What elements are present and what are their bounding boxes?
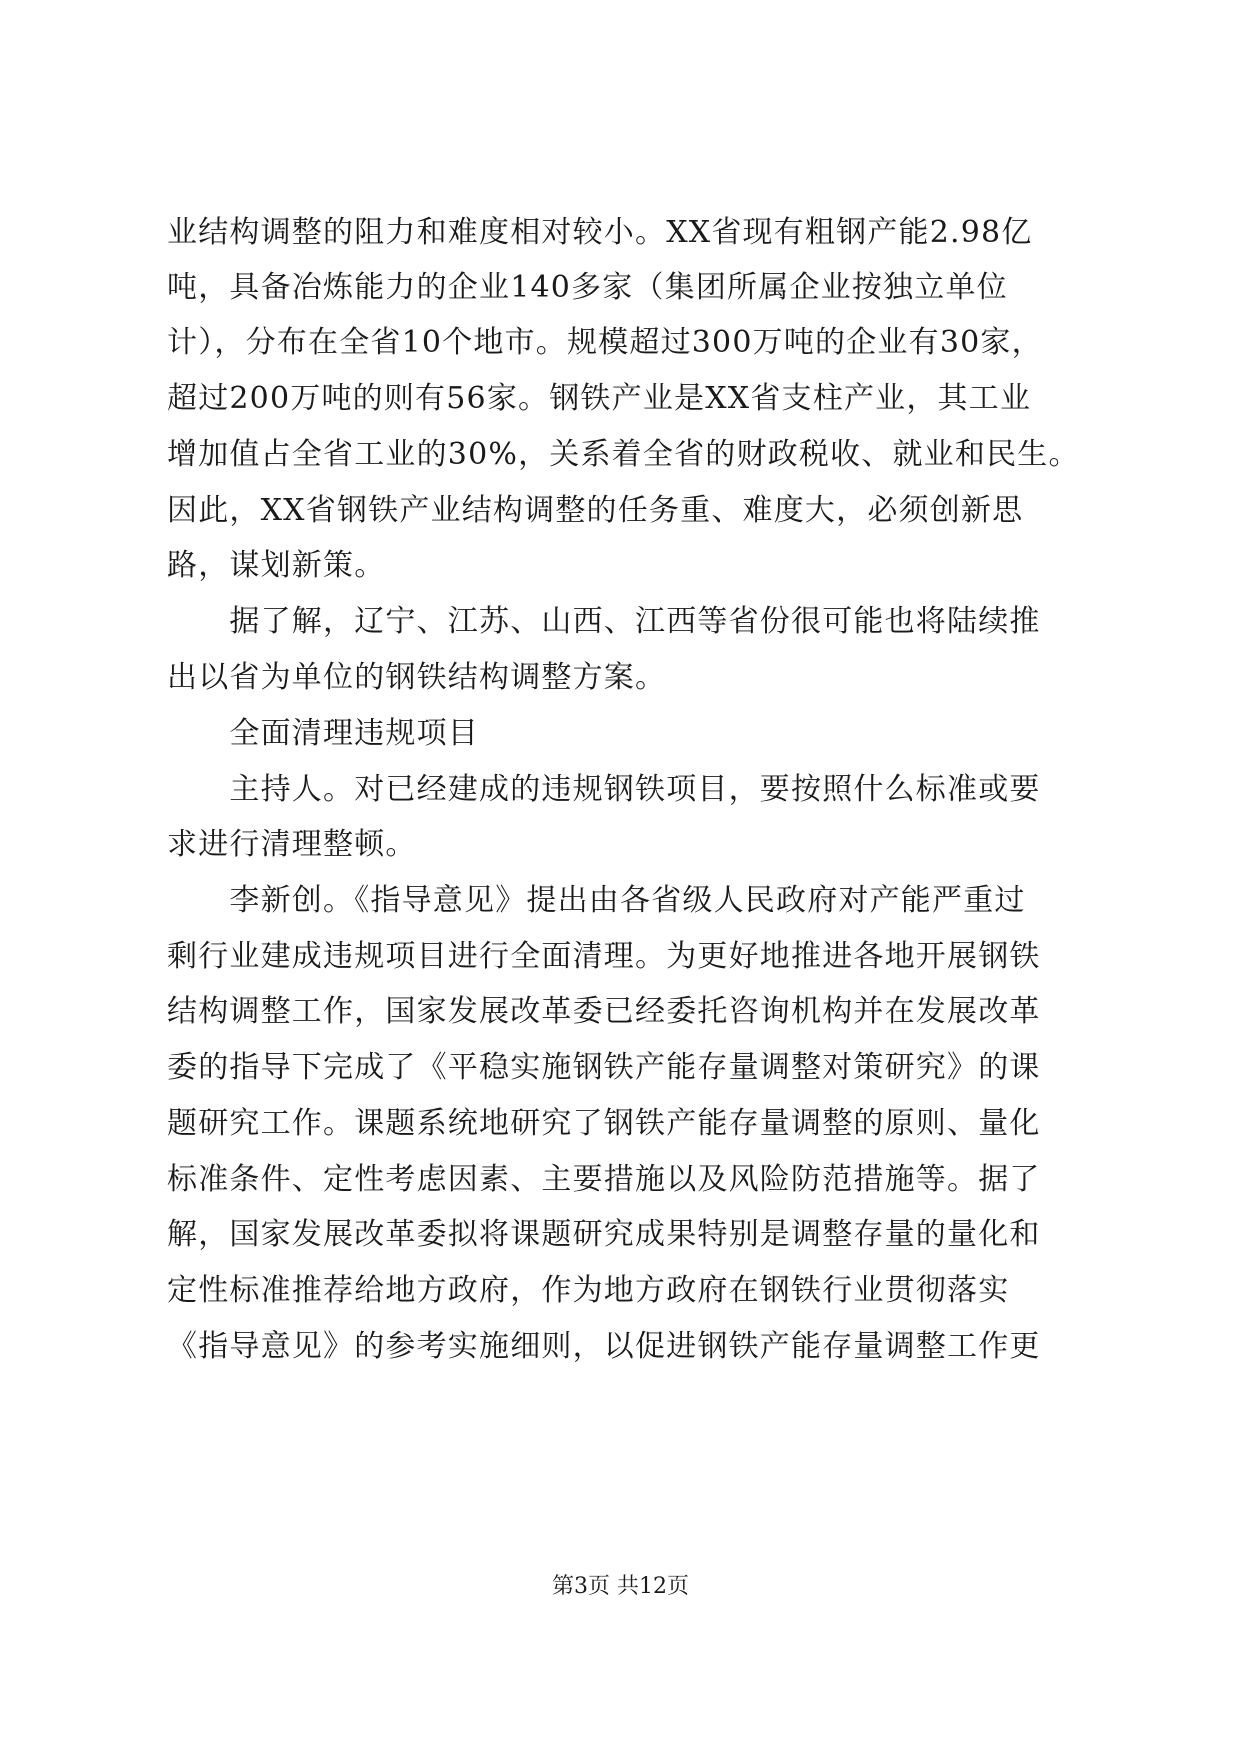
body-text-line: 定性标准推荐给地方政府，作为地方政府在钢铁行业贯彻落实	[167, 1273, 1010, 1308]
body-text-line: 《指导意见》的参考实施细则，以促进钢铁产能存量调整工作更	[167, 1329, 1041, 1364]
body-text-line: 增加值占全省工业的30%，关系着全省的财政税收、就业和民生。	[167, 437, 1080, 472]
body-text-line: 计），分布在全省10个地市。规模超过300万吨的企业有30家，	[167, 325, 1043, 360]
body-text-line: 求进行清理整顿。	[167, 827, 417, 862]
section-heading: 全面清理违规项目	[167, 716, 479, 751]
body-text-line: 标准条件、定性考虑因素、主要措施以及风险防范措施等。据了	[167, 1162, 1041, 1197]
body-text-line: 超过200万吨的则有56家。钢铁产业是XX省支柱产业，其工业	[167, 381, 1032, 416]
body-text-line: 主持人。对已经建成的违规钢铁项目，要按照什么标准或要	[167, 772, 1041, 807]
body-text-line: 吨，具备冶炼能力的企业140多家（集团所属企业按独立单位	[167, 270, 1008, 305]
body-text-line: 剩行业建成违规项目进行全面清理。为更好地推进各地开展钢铁	[167, 939, 1041, 974]
body-text-line: 因此，XX省钢铁产业结构调整的任务重、难度大，必须创新思	[167, 493, 1024, 528]
page-number-footer: 第3页 共12页	[552, 1574, 689, 1599]
body-text-line: 李新创。《指导意见》提出由各省级人民政府对产能严重过	[167, 883, 1026, 918]
body-text-line: 业结构调整的阻力和难度相对较小。XX省现有粗钢产能2.98亿	[167, 215, 1033, 250]
body-text-line: 路，谋划新策。	[167, 548, 386, 583]
body-text-line: 解，国家发展改革委拟将课题研究成果特别是调整存量的量化和	[167, 1217, 1041, 1252]
body-text-line: 委的指导下完成了《平稳实施钢铁产能存量调整对策研究》的课	[167, 1050, 1041, 1085]
body-text-line: 出以省为单位的钢铁结构调整方案。	[167, 660, 667, 695]
body-text-line: 结构调整工作，国家发展改革委已经委托咨询机构并在发展改革	[167, 994, 1041, 1029]
body-text-line: 题研究工作。课题系统地研究了钢铁产能存量调整的原则、量化	[167, 1106, 1041, 1141]
body-text-line: 据了解，辽宁、江苏、山西、江西等省份很可能也将陆续推	[167, 604, 1041, 639]
